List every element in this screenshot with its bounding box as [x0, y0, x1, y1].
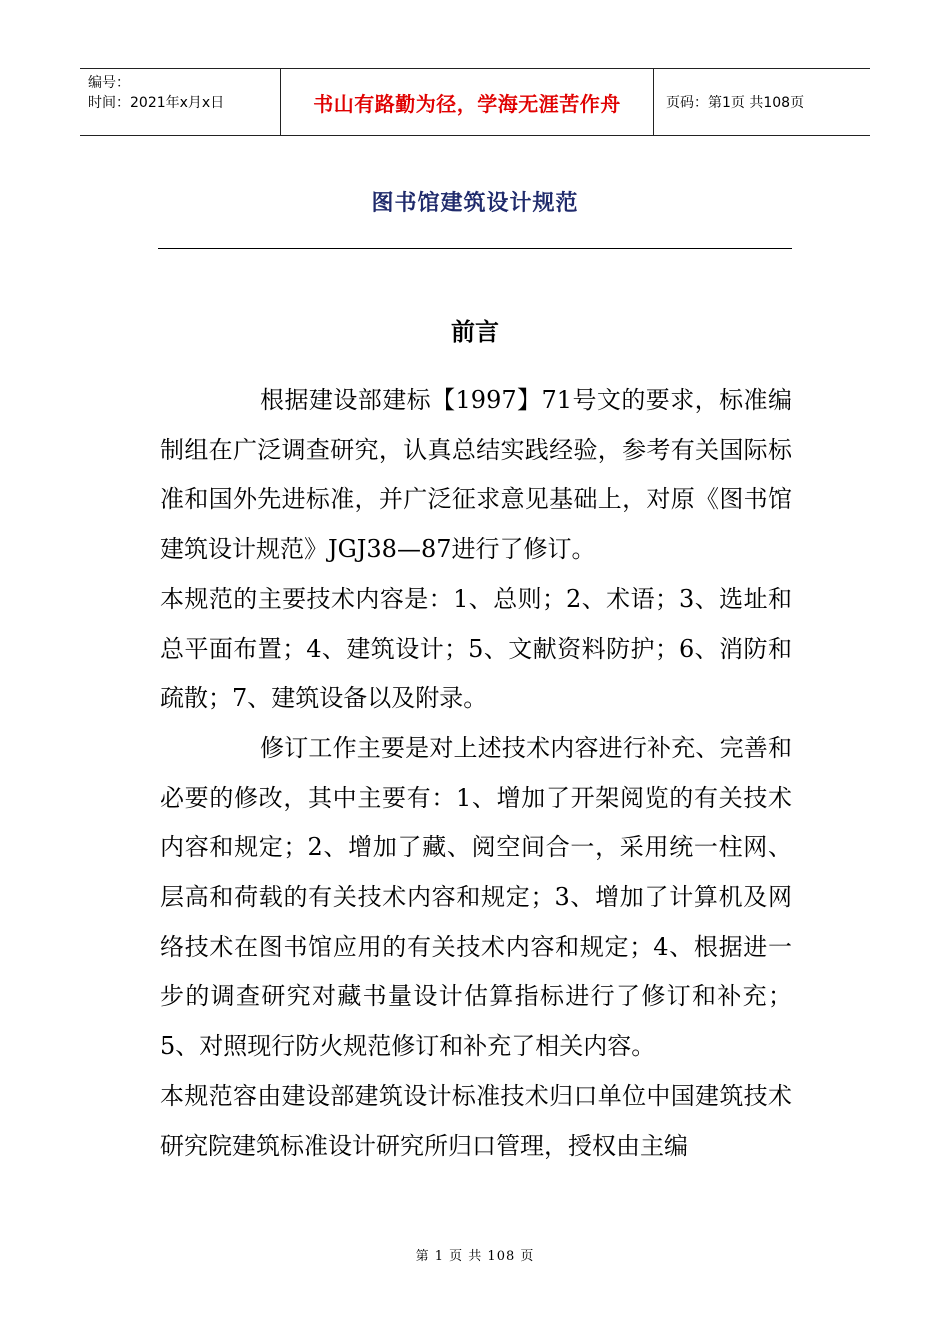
- document-body: [160, 376, 792, 1171]
- paragraph: 本规范容由建设部建筑设计标准技术归口单位中国建筑技术研究院建筑标准设计研究所归口管理，授权由主编: [160, 1081, 792, 1160]
- section-title: 前言: [451, 317, 499, 346]
- title-divider: [158, 248, 792, 249]
- paragraph: 本规范的主要技术内容是：1、总则；2、术语；3、选址和总平面布置；4、建筑设计；5、文献资料防护；6、消防和疏散；7、建筑设备以及附录。: [160, 584, 792, 713]
- paragraph: 修订工作主要是对上述技术内容进行补充、完善和必要的修改，其中主要有：1、增加了开架阅览的有关技术内容和规定；2、增加了藏、阅空间合一，采用统一柱网、层高和荷载的有关技术内容和规定；3、增加了计算机及网络技术在图书馆应用的有关技术内容和规定；4、根据进一步的调查研究对藏书量设计估算指标进行了修订和补充；5、对照现行防火规范修订和补充了相关内容。: [160, 733, 792, 1061]
- header-motto: 书山有路勤为径，学海无涯苦作舟: [281, 69, 654, 135]
- page-footer: 第 1 页 共 108 页: [415, 1249, 535, 1264]
- document-title: 图书馆建筑设计规范: [371, 191, 579, 216]
- header-meta-cell: [80, 69, 281, 135]
- code-label: 编号：: [88, 75, 130, 91]
- page-header: [80, 68, 870, 136]
- header-page-info: 页码：第1页 共108页: [666, 95, 805, 111]
- paragraph: 根据建设部建标【1997】71号文的要求，标准编制组在广泛调查研究，认真总结实践经验，参考有关国际标准和国外先进标准，并广泛征求意见基础上，对原《图书馆建筑设计规范》JGJ38—87进行了修订。: [160, 386, 792, 564]
- date-label: 时间：2021年x月x日: [88, 95, 225, 111]
